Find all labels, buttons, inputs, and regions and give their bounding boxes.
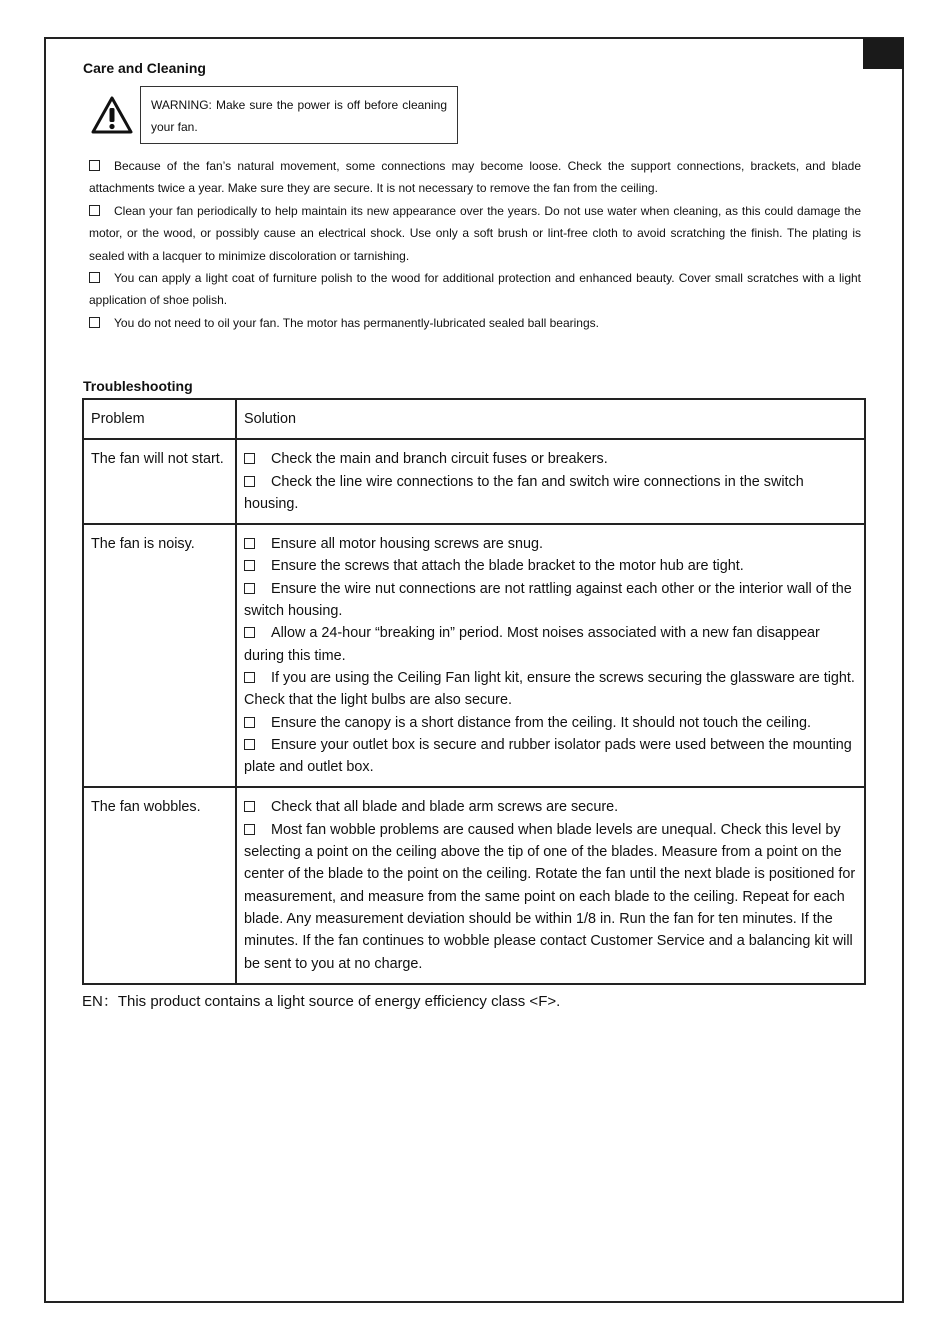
solution-item: Ensure your outlet box is secure and rubber isolator pads were used between the mounting plate and outlet box. (244, 736, 852, 776)
care-item: Clean your fan periodically to help maintain its new appearance over the years. Do not use water when cleaning, as this could damage the motor, or the wood, or possibly cause an electrical shock. Use only a soft brush or lint-free cloth to avoid scratching the finish. The plating is sealed with a lacquer to minimize discoloration or tarnishing. (89, 203, 861, 263)
checkbox-icon (89, 205, 100, 216)
checkbox-icon (244, 453, 255, 464)
care-item: Because of the fan’s natural movement, some connections may become loose. Check the support connections, brackets, and blade attachments twice a year. Make sure they are secure. It is not necessary to remove the fan from the ceiling. (89, 159, 861, 196)
checkbox-icon (244, 672, 255, 683)
problem-cell: The fan is noisy. (83, 524, 236, 787)
solution-item: Check that all blade and blade arm screws are secure. (244, 796, 857, 818)
checkbox-icon (244, 717, 255, 728)
checkbox-icon (244, 824, 255, 835)
solution-item: Ensure the wire nut connections are not rattling against each other or the interior wall of the switch housing. (244, 580, 852, 620)
checkbox-icon (244, 739, 255, 750)
care-item: You do not need to oil your fan. The motor has permanently-lubricated sealed ball bearings. (89, 312, 861, 334)
checkbox-icon (89, 317, 100, 328)
checkbox-icon (244, 560, 255, 571)
solution-item: Check the line wire connections to the fan and switch wire connections in the switch housing. (244, 473, 804, 512)
warning-triangle-icon (90, 95, 134, 135)
problem-cell: The fan wobbles. (83, 787, 236, 983)
solution-cell (236, 787, 865, 983)
problem-cell: The fan will not start. (83, 439, 236, 524)
care-heading: Care and Cleaning (83, 60, 206, 76)
column-header-problem: Problem (83, 399, 236, 439)
table-header-row (83, 399, 865, 439)
solution-item: If you are using the Ceiling Fan light kit, ensure the screws securing the glassware are tight. Check that the light bulbs are also secure. (244, 669, 855, 709)
checkbox-icon (244, 583, 255, 594)
care-item: You can apply a light coat of furniture polish to the wood for additional protection and enhanced beauty. Cover small scratches with a light application of shoe polish. (89, 271, 861, 308)
table-row (83, 787, 865, 983)
table-row (83, 524, 865, 787)
column-header-solution: Solution (236, 399, 865, 439)
page-corner-tab (863, 38, 904, 69)
care-list (89, 155, 861, 334)
checkbox-icon (89, 160, 100, 171)
checkbox-icon (244, 538, 255, 549)
checkbox-icon (244, 801, 255, 812)
solution-cell (236, 524, 865, 787)
checkbox-icon (89, 272, 100, 283)
troubleshooting-table (82, 398, 866, 985)
solution-item: Most fan wobble problems are caused when blade levels are unequal. Check this level by selecting a point on the ceiling above the tip of one of the blades. Measure from a point on the center of the blade to the point on the ceiling. Rotate the fan until the next blade is positioned for measurement, and measure from the same point on each blade to the ceiling. Repeat for each blade. Any measurement deviation should be within 1/8 in. Run the fan for ten minutes. If the minutes. If the fan continues to wobble please contact Customer Service and a balancing kit will be sent to you at no charge. (244, 821, 856, 972)
checkbox-icon (244, 627, 255, 638)
checkbox-icon (244, 476, 255, 487)
troubleshooting-heading: Troubleshooting (83, 378, 193, 394)
solution-cell (236, 439, 865, 524)
table-row (83, 439, 865, 524)
solution-item: Ensure the screws that attach the blade bracket to the motor hub are tight. (244, 555, 857, 577)
warning-box: WARNING: Make sure the power is off before cleaning your fan. (140, 86, 458, 144)
energy-efficiency-note: EN：This product contains a light source of energy efficiency class <F>. (82, 993, 561, 1010)
solution-item: Allow a 24-hour “breaking in” period. Most noises associated with a new fan disappear during this time. (244, 625, 820, 664)
solution-item: Ensure all motor housing screws are snug. (244, 533, 857, 555)
solution-item: Check the main and branch circuit fuses or breakers. (244, 448, 857, 470)
solution-item: Ensure the canopy is a short distance from the ceiling. It should not touch the ceiling. (244, 712, 857, 734)
